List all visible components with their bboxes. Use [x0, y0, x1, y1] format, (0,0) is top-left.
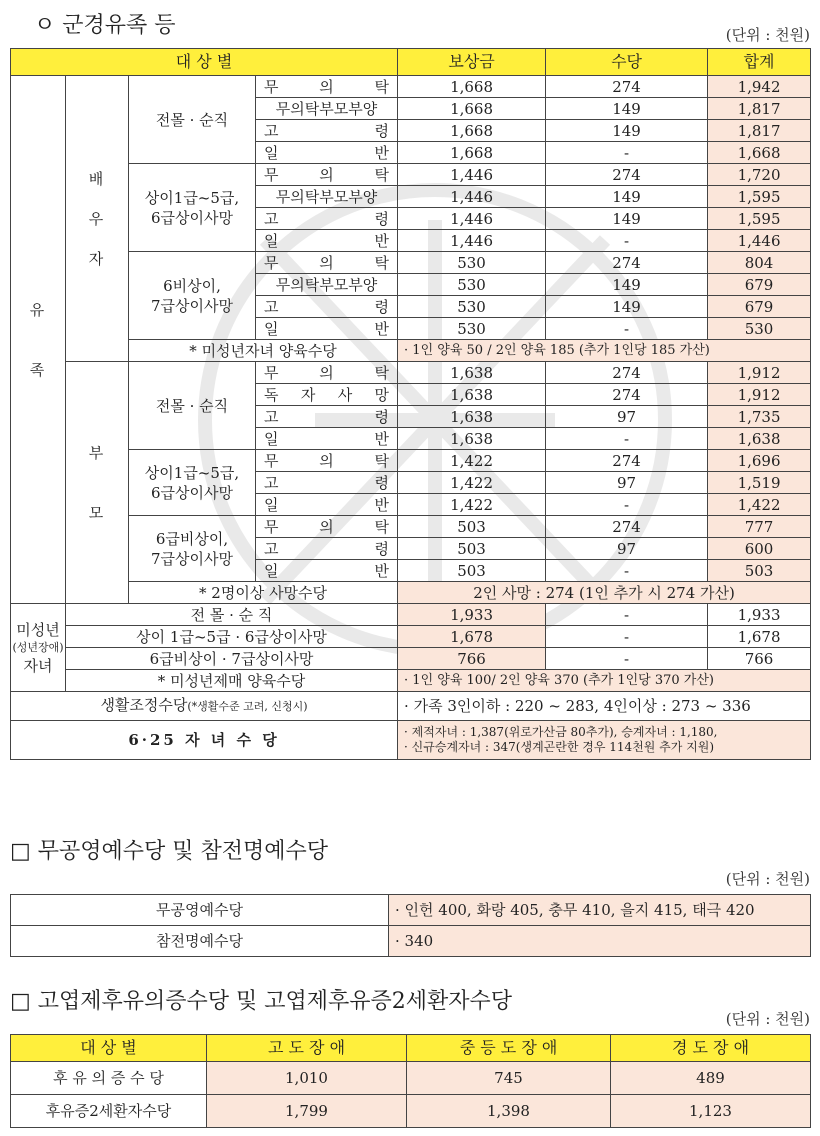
allowance-cell: 149: [546, 208, 708, 230]
veteran-row-value: · 340: [389, 926, 811, 957]
parent-note-value: 2인 사망 : 274 (1인 추가 시 274 가산): [398, 582, 811, 604]
cell-severe: 1,799: [207, 1095, 407, 1128]
minor-label-3: 자녀: [23, 656, 53, 675]
compensation-cell: 1,678: [398, 626, 546, 648]
total-cell: 1,933: [708, 604, 811, 626]
allowance-cell: 97: [546, 538, 708, 560]
type-cell: [256, 384, 398, 406]
allowance-cell: -: [546, 230, 708, 252]
allowance-cell: 97: [546, 472, 708, 494]
allowance-cell: 149: [546, 186, 708, 208]
agent-orange-table: [10, 1034, 811, 1128]
type-cell: [256, 428, 398, 450]
total-cell: 1,735: [708, 406, 811, 428]
war625-label: 6·25 자 녀 수 당: [11, 721, 398, 760]
total-cell: 503: [708, 560, 811, 582]
type-label: 고 령: [264, 473, 390, 492]
type-cell: [256, 362, 398, 384]
compensation-cell: 766: [398, 648, 546, 670]
header-compensation: 보상금: [398, 49, 546, 76]
type-cell: [256, 208, 398, 230]
total-cell: 1,912: [708, 362, 811, 384]
allowance-cell: 274: [546, 252, 708, 274]
allowance-cell: -: [546, 560, 708, 582]
type-cell: [256, 186, 398, 208]
type-label: 고 령: [264, 407, 390, 426]
living-label-note: (*생활수준 고려, 신청시): [187, 700, 308, 713]
table-row: [11, 49, 811, 76]
total-cell: 1,595: [708, 208, 811, 230]
total-cell: 766: [708, 648, 811, 670]
compensation-cell: 503: [398, 538, 546, 560]
type-label: 무의탁부모부양: [275, 187, 378, 206]
type-cell: [256, 516, 398, 538]
type-label: 독 자 사 망: [264, 385, 390, 404]
allowance-cell: 149: [546, 274, 708, 296]
type-cell: [256, 318, 398, 340]
compensation-cell: 1,446: [398, 186, 546, 208]
compensation-cell: 530: [398, 296, 546, 318]
total-cell: 600: [708, 538, 811, 560]
allowance-cell: -: [546, 318, 708, 340]
compensation-cell: 503: [398, 516, 546, 538]
group-label: 6급비상이, 7급상이사망: [129, 516, 256, 582]
type-cell: [256, 494, 398, 516]
table-row: [11, 164, 811, 186]
total-cell: 530: [708, 318, 811, 340]
type-label: 고 령: [264, 297, 390, 316]
total-cell: 1,696: [708, 450, 811, 472]
group-label: 6비상이, 7급상이사망: [129, 252, 256, 340]
compensation-cell: 530: [398, 318, 546, 340]
compensation-cell: 1,638: [398, 362, 546, 384]
total-cell: 1,446: [708, 230, 811, 252]
compensation-cell: 1,422: [398, 450, 546, 472]
table-row: [11, 76, 811, 98]
allowance-cell: -: [546, 604, 708, 626]
minor-label-2: (성년장애): [12, 640, 64, 654]
minor-label: [11, 604, 66, 692]
allowance-cell: 274: [546, 450, 708, 472]
type-cell: [256, 230, 398, 252]
allowance-cell: 274: [546, 384, 708, 406]
honor-row-value: · 인헌 400, 화랑 405, 충무 410, 을지 415, 태극 420: [389, 895, 811, 926]
total-cell: 1,720: [708, 164, 811, 186]
total-cell: 1,942: [708, 76, 811, 98]
allowance-cell: 149: [546, 296, 708, 318]
section3-unit: (단위 : 천원): [725, 1010, 810, 1028]
section3-title: □ 고엽제후유의증수당 및 고엽제후유증2세환자수당: [10, 989, 513, 1014]
table-header: [11, 1035, 811, 1062]
table-row: [11, 670, 811, 692]
compensation-cell: 1,668: [398, 142, 546, 164]
total-cell: 1,519: [708, 472, 811, 494]
type-label: 일 반: [264, 495, 390, 514]
type-cell: [256, 538, 398, 560]
total-cell: 1,638: [708, 428, 811, 450]
total-cell: 1,668: [708, 142, 811, 164]
honor-row-label: 무공영예수당: [11, 895, 389, 926]
header-allowance: 수당: [546, 49, 708, 76]
table-row: [11, 692, 811, 721]
group-label: 전몰 · 순직: [129, 362, 256, 450]
header-target: 대 상 별: [11, 1035, 207, 1062]
allowance-cell: 97: [546, 406, 708, 428]
type-cell: [256, 120, 398, 142]
allowance-cell: 274: [546, 76, 708, 98]
section2-title: □ 무공영예수당 및 참전명예수당: [10, 839, 329, 864]
honor-allowance-table: [10, 894, 811, 957]
table-row: [11, 648, 811, 670]
table-row: [11, 626, 811, 648]
type-label: 고 령: [264, 121, 390, 140]
compensation-cell: 1,668: [398, 76, 546, 98]
header-target: 대 상 별: [11, 49, 398, 76]
compensation-cell: 1,422: [398, 494, 546, 516]
total-cell: 1,912: [708, 384, 811, 406]
type-label: 일 반: [264, 231, 390, 250]
total-cell: 777: [708, 516, 811, 538]
type-label: 무 의 탁: [264, 451, 390, 470]
type-cell: [256, 560, 398, 582]
allowance-cell: -: [546, 626, 708, 648]
compensation-cell: 1,638: [398, 406, 546, 428]
header-severe: 고 도 장 애: [207, 1035, 407, 1062]
table-row: [11, 450, 811, 472]
category-label: 부 모: [66, 362, 129, 604]
minor-note-label: * 미성년제매 양육수당: [66, 670, 398, 692]
minor-label-1: 미성년: [16, 620, 60, 639]
living-label-main: 생활조정수당: [100, 696, 188, 714]
war625-line2: · 신규승계자녀 : 347(생계곤란한 경우 114천원 추가 지원): [404, 740, 715, 754]
header-moderate: 중 등 도 장 애: [407, 1035, 611, 1062]
parent-note-label: * 2명이상 사망수당: [129, 582, 398, 604]
row-label: 후 유 의 증 수 당: [11, 1062, 207, 1095]
total-cell: 1,595: [708, 186, 811, 208]
table-row: [11, 721, 811, 760]
total-cell: 1,817: [708, 98, 811, 120]
compensation-cell: 530: [398, 274, 546, 296]
type-label: 무 의 탁: [264, 77, 390, 96]
total-cell: 1,678: [708, 626, 811, 648]
type-label: 일 반: [264, 143, 390, 162]
type-cell: [256, 450, 398, 472]
type-cell: [256, 98, 398, 120]
compensation-cell: 1,668: [398, 98, 546, 120]
table-row: [11, 362, 811, 384]
type-cell: [256, 296, 398, 318]
living-label: [11, 692, 398, 721]
total-cell: 679: [708, 274, 811, 296]
cell-moderate: 1,398: [407, 1095, 611, 1128]
header-total: 합계: [708, 49, 811, 76]
war625-line1: · 제적자녀 : 1,387(위로가산금 80추가), 승계자녀 : 1,180,: [404, 725, 718, 739]
type-cell: [256, 472, 398, 494]
table-row: [11, 252, 811, 274]
allowance-cell: -: [546, 494, 708, 516]
group-label: 전몰 · 순직: [129, 76, 256, 164]
cell-moderate: 745: [407, 1062, 611, 1095]
type-label: 일 반: [264, 319, 390, 338]
table-row: [11, 582, 811, 604]
type-label: 일 반: [264, 429, 390, 448]
yujok-label: 유 족: [11, 76, 66, 604]
allowance-cell: 274: [546, 516, 708, 538]
type-label: 무 의 탁: [264, 253, 390, 272]
header-mild: 경 도 장 애: [611, 1035, 811, 1062]
allowance-cell: 274: [546, 362, 708, 384]
table-row: [11, 516, 811, 538]
compensation-cell: 1,446: [398, 208, 546, 230]
type-cell: [256, 142, 398, 164]
living-value: · 가족 3인이하 : 220 ~ 283, 4인이상 : 273 ~ 336: [398, 692, 811, 721]
allowance-cell: 149: [546, 120, 708, 142]
war625-value: [398, 721, 811, 760]
table-row: [11, 604, 811, 626]
compensation-cell: 1,446: [398, 164, 546, 186]
total-cell: 679: [708, 296, 811, 318]
allowance-cell: 149: [546, 98, 708, 120]
cell-mild: 1,123: [611, 1095, 811, 1128]
section1-title: ㅇ 군경유족 등: [34, 13, 176, 38]
table-row: [11, 926, 811, 957]
minor-note-value: · 1인 양육 100/ 2인 양육 370 (추가 1인당 370 가산): [398, 670, 811, 692]
type-label: 무의탁부모부양: [275, 99, 378, 118]
minor-type: 상이 1급~5급 · 6급상이사망: [66, 626, 398, 648]
allowance-table: [10, 48, 811, 760]
type-cell: [256, 164, 398, 186]
allowance-cell: -: [546, 142, 708, 164]
compensation-cell: 1,933: [398, 604, 546, 626]
compensation-cell: 1,638: [398, 384, 546, 406]
section1-unit: (단위 : 천원): [725, 26, 810, 44]
group-label: 상이1급~5급, 6급상이사망: [129, 164, 256, 252]
type-cell: [256, 406, 398, 428]
type-label: 무 의 탁: [264, 165, 390, 184]
compensation-cell: 1,446: [398, 230, 546, 252]
category-label: 배 우 자: [66, 76, 129, 362]
compensation-cell: 1,638: [398, 428, 546, 450]
allowance-cell: 274: [546, 164, 708, 186]
minor-type: 전 몰 · 순 직: [66, 604, 398, 626]
type-label: 일 반: [264, 561, 390, 580]
type-label: 무 의 탁: [264, 363, 390, 382]
type-cell: [256, 274, 398, 296]
minor-type: 6급비상이 · 7급상이사망: [66, 648, 398, 670]
total-cell: 1,817: [708, 120, 811, 142]
allowance-cell: -: [546, 648, 708, 670]
type-label: 고 령: [264, 209, 390, 228]
table-row: [11, 1062, 811, 1095]
type-cell: [256, 252, 398, 274]
table-row: [11, 1095, 811, 1128]
veteran-row-label: 참전명예수당: [11, 926, 389, 957]
table-row: [11, 895, 811, 926]
compensation-cell: 1,668: [398, 120, 546, 142]
spouse-note-value: · 1인 양육 50 / 2인 양육 185 (추가 1인당 185 가산): [398, 340, 811, 362]
total-cell: 804: [708, 252, 811, 274]
type-label: 무의탁부모부양: [275, 275, 378, 294]
spouse-note-label: * 미성년자녀 양육수당: [129, 340, 398, 362]
table-row: [11, 340, 811, 362]
compensation-cell: 530: [398, 252, 546, 274]
compensation-cell: 1,422: [398, 472, 546, 494]
cell-mild: 489: [611, 1062, 811, 1095]
type-label: 고 령: [264, 539, 390, 558]
group-label: 상이1급~5급, 6급상이사망: [129, 450, 256, 516]
section2-unit: (단위 : 천원): [725, 870, 810, 888]
cell-severe: 1,010: [207, 1062, 407, 1095]
type-label: 무 의 탁: [264, 517, 390, 536]
row-label: 후유증2세환자수당: [11, 1095, 207, 1128]
compensation-cell: 503: [398, 560, 546, 582]
total-cell: 1,422: [708, 494, 811, 516]
allowance-cell: -: [546, 428, 708, 450]
type-cell: [256, 76, 398, 98]
